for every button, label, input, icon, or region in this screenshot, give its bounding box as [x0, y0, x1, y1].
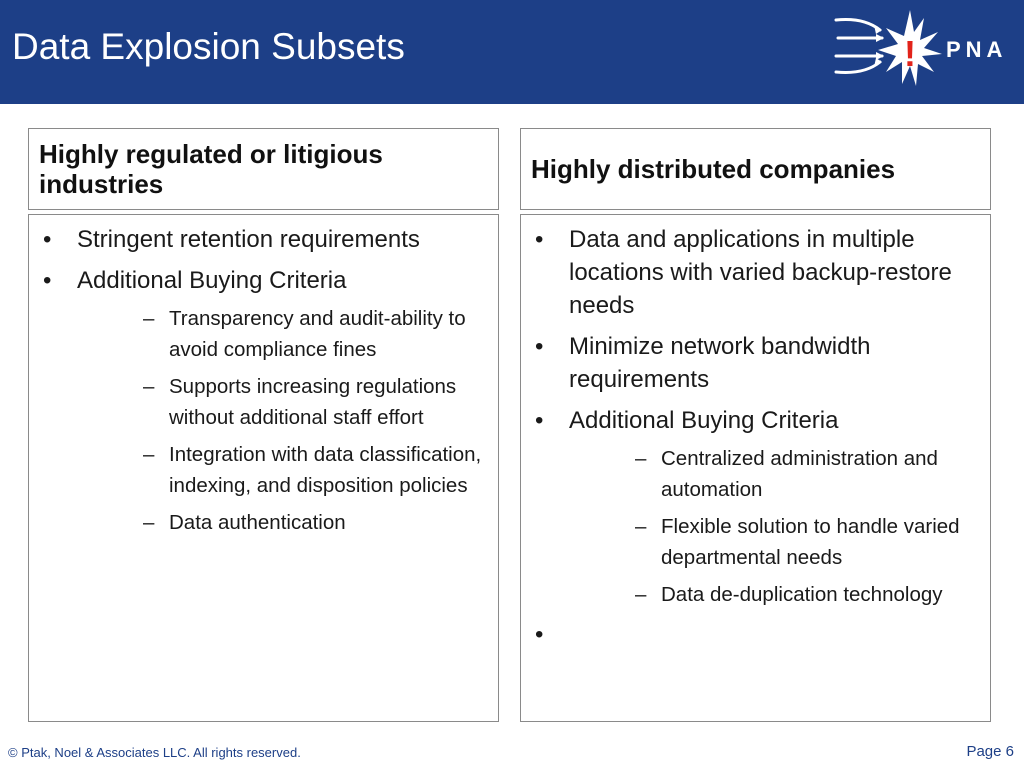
bullet-text: Additional Buying Criteria — [77, 267, 347, 294]
copyright-text: © Ptak, Noel & Associates LLC. All rights reserved. — [8, 745, 301, 760]
page-number: Page 6 — [966, 743, 1014, 760]
bullet-text: Minimize network bandwidth requirements — [569, 333, 871, 393]
right-column-body — [520, 214, 991, 722]
bullet-text: Stringent retention requirements — [77, 226, 420, 253]
pna-logo — [826, 10, 1016, 88]
svg-text:!: ! — [904, 33, 916, 74]
slide-title: Data Explosion Subsets — [12, 26, 405, 67]
sub-list-item: – Flexible solution to handle varied departmental needs — [569, 511, 982, 573]
bullet-text: Additional Buying Criteria — [569, 407, 839, 434]
sub-list-item: – Centralized administration and automation — [569, 443, 982, 505]
list-item — [521, 330, 990, 396]
right-column-heading: Highly distributed companies — [520, 128, 991, 210]
logo-text: PNA — [946, 37, 1008, 62]
empty-list-item — [521, 618, 990, 651]
sub-list-item: – Data de-duplication technology — [569, 579, 982, 610]
sub-list-item: – Integration with data classification, indexing, and disposition policies — [77, 439, 490, 501]
sub-list-item: – Supports increasing regulations without additional staff effort — [77, 371, 490, 433]
list-item — [521, 223, 990, 322]
left-column-body — [28, 214, 499, 722]
sub-list-item: – Data authentication — [77, 507, 490, 538]
list-item — [521, 404, 990, 610]
title-bar — [0, 0, 1024, 104]
sub-list-item: – Transparency and audit-ability to avoid compliance fines — [77, 303, 490, 365]
list-item — [29, 223, 498, 256]
list-item — [29, 264, 498, 538]
left-column-heading: Highly regulated or litigious industries — [28, 128, 499, 210]
bullet-text: Data and applications in multiple locations with varied backup-restore needs — [569, 226, 952, 319]
